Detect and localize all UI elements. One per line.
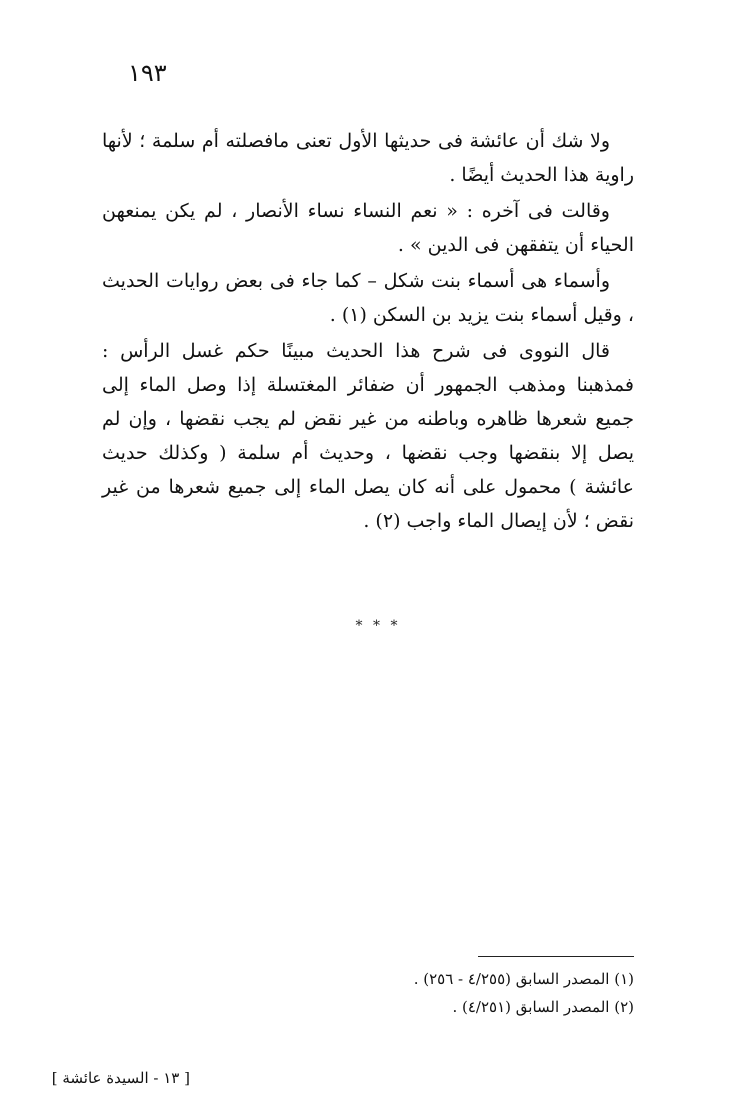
paragraph: قال النووى فى شرح هذا الحديث مبينًا حكم غسل الرأس : فمذهبنا ومذهب الجمهور أن ضفائر المغتسلة إذا وصل الماء إلى جميع شعرها ظاهره وباطنه من غير نقض لم يجب نقضها ، وإن لم يصل إلا بنقضها وجب نقضها ، وحديث أم سلمة ( وكذلك حديث عائشة ) محمول على أنه كان يصل الماء إلى جميع شعرها من غير نقض ؛ لأن إيصال الماء واجب (٢) . [102,340,634,532]
body-text [102,124,634,540]
footnotes [300,965,634,1021]
page-number: ١٩٣ [128,59,167,87]
running-footer: [ ١٣ - السيدة عائشة ] [51,1069,190,1087]
paragraph: وقالت فى آخره : « نعم النساء نساء الأنصار ، لم يكن يمنعهن الحياء أن يتفقهن فى الدين » . [102,200,634,256]
section-separator: * * * [355,618,401,634]
paragraph: وأسماء هى أسماء بنت شكل – كما جاء فى بعض روايات الحديث ، وقيل أسماء بنت يزيد بن السكن (١) . [102,270,634,326]
footnote: (١) المصدر السابق (٤/٢٥٥ - ٢٥٦) . [413,970,634,988]
footnote: (٢) المصدر السابق (٤/٢٥١) . [452,998,634,1016]
footnote-divider [478,956,634,957]
paragraph: ولا شك أن عائشة فى حديثها الأول تعنى مافصلته أم سلمة ؛ لأنها راوية هذا الحديث أيضًا . [102,130,634,186]
